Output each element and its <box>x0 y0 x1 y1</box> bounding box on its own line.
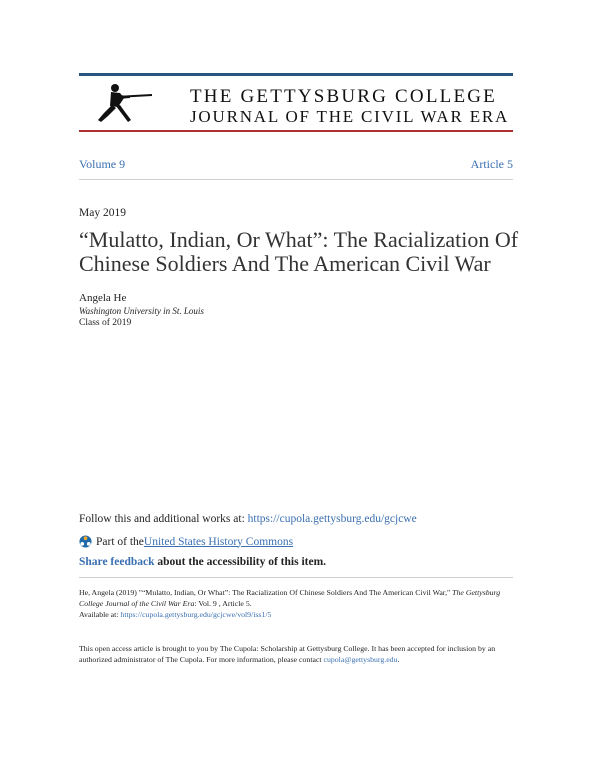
citation-journal: The Gettysburg College Journal of the Civil War Era <box>79 588 501 608</box>
contact-email-link[interactable]: cupola@gettysburg.edu <box>323 655 398 664</box>
article-link[interactable]: Article 5 <box>470 157 513 171</box>
divider <box>79 179 513 180</box>
journal-name-line1: THE GETTYSBURG COLLEGE <box>190 86 497 107</box>
citation-url-link[interactable]: https://cupola.gettysburg.edu/gcjcwe/vol9/iss1/5 <box>120 610 272 619</box>
divider <box>79 577 513 578</box>
share-feedback-line <box>79 556 326 568</box>
part-of-label: Part of the <box>96 535 144 548</box>
author-affiliation: Washington University in St. Louis <box>79 306 204 316</box>
available-label: Available at: <box>79 610 121 619</box>
part-of-line <box>79 535 293 548</box>
soldier-silhouette-icon <box>94 80 156 126</box>
publication-date: May 2019 <box>79 207 126 219</box>
header-bottom-rule <box>79 130 513 132</box>
citation-text: He, Angela (2019) "“Mulatto, Indian, Or What”: The Racialization Of Chinese Soldiers And The American Civil War," <box>79 588 453 597</box>
share-feedback-text: about the accessibility of this item. <box>154 556 327 568</box>
volume-link[interactable]: Volume 9 <box>79 157 126 171</box>
open-access-text: This open access article is brought to you by The Cupola: Scholarship at Gettysburg College. It has been accepted for inclusion by an authorized administrator of The Cupola. For more information, please contact <box>79 644 496 664</box>
journal-name-line2: JOURNAL OF THE CIVIL WAR ERA <box>190 107 510 126</box>
follow-label: Follow this and additional works at: <box>79 513 248 525</box>
open-access-statement <box>79 643 519 665</box>
citation-block <box>79 587 519 620</box>
share-feedback-link[interactable]: Share feedback <box>79 556 155 568</box>
open-access-end: . <box>397 655 400 664</box>
header-top-rule <box>79 73 513 76</box>
follow-line <box>79 513 417 525</box>
citation-rest: : Vol. 9 , Article 5. <box>194 599 252 608</box>
author-name: Angela He <box>79 292 127 304</box>
united-states-history-commons-link[interactable]: United States History Commons <box>143 535 294 548</box>
follow-url-link[interactable]: https://cupola.gettysburg.edu/gcjcwe <box>247 513 417 525</box>
author-class: Class of 2019 <box>79 318 132 328</box>
network-icon <box>79 535 92 548</box>
article-title: “Mulatto, Indian, Or What”: The Racialization Of Chinese Soldiers And The American Civil War <box>79 227 519 276</box>
